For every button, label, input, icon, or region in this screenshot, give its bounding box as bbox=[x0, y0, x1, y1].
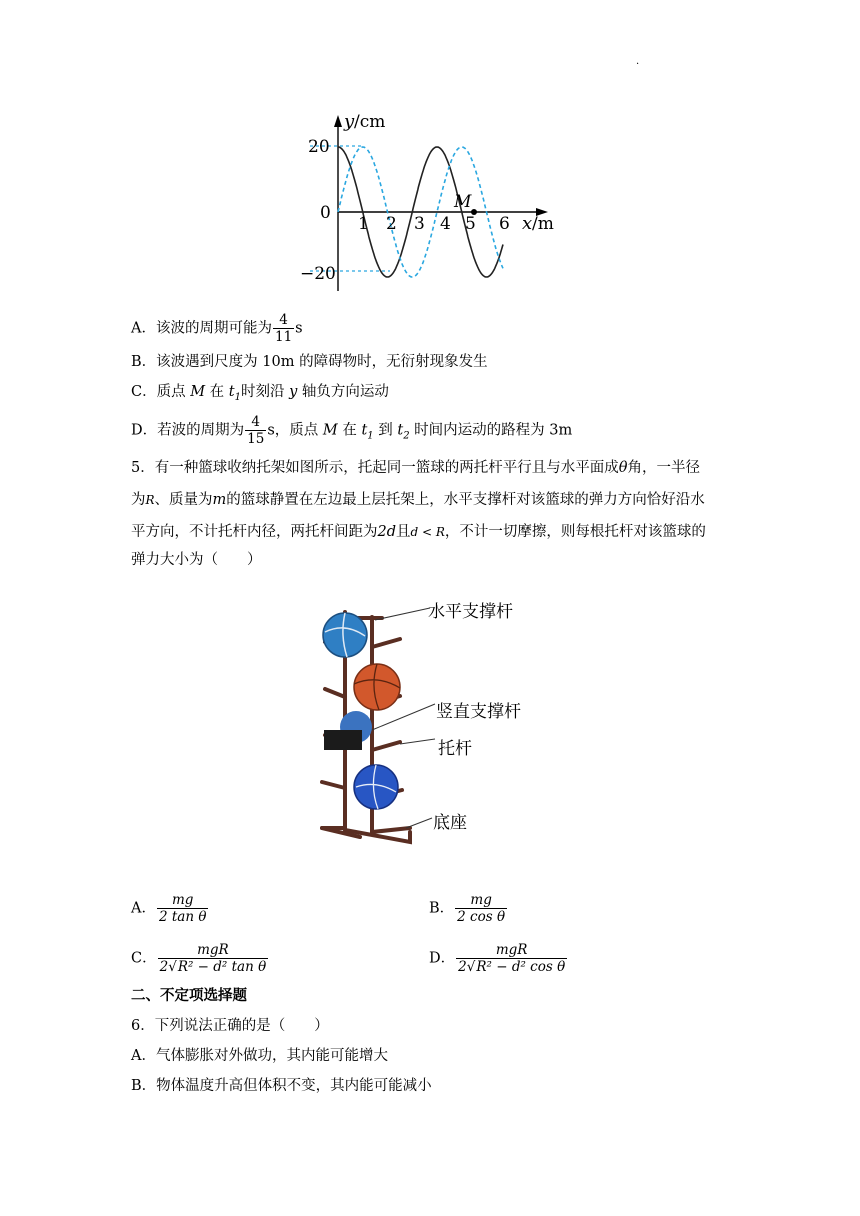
basketball-rack-figure bbox=[300, 592, 550, 854]
y-label-unit: /cm bbox=[354, 112, 386, 132]
q4c-t1: C．质点 bbox=[131, 384, 191, 400]
q4-option-d-fraction bbox=[245, 414, 266, 447]
q4c-t: t bbox=[228, 384, 235, 400]
q4d-t: t bbox=[361, 422, 368, 439]
y-tick-bottom: −20 bbox=[300, 264, 336, 284]
q5-option-a bbox=[131, 892, 209, 925]
q5a-num: mg bbox=[157, 892, 208, 909]
q5-l3b: 且 bbox=[396, 524, 411, 540]
label-support-rod: 托杆 bbox=[438, 739, 472, 759]
leader-line bbox=[400, 739, 435, 744]
q5d-num: mgR bbox=[456, 942, 567, 959]
q5a-fraction bbox=[157, 892, 208, 925]
leader-line bbox=[375, 608, 430, 620]
page-dot: . bbox=[636, 56, 640, 67]
q4d-t2: s，质点 bbox=[267, 422, 323, 439]
section-heading: 二、不定项选择题 bbox=[131, 987, 247, 1004]
label-horizontal-bar: 水平支撑杆 bbox=[428, 602, 513, 622]
q4c-m: M bbox=[190, 384, 206, 400]
y-label-var: y bbox=[344, 111, 355, 132]
q4d-t2v: t bbox=[397, 422, 404, 439]
x-tick-2: 2 bbox=[386, 214, 397, 234]
rack-base-right bbox=[372, 828, 410, 832]
q5d-den: 2√R² − d² cos θ bbox=[458, 959, 566, 975]
q5-option-d bbox=[429, 942, 568, 975]
q5-l2b: 、质量为 bbox=[154, 492, 213, 508]
q5c-den-sqrt: R² − d² bbox=[177, 959, 228, 975]
x-tick-6: 6 bbox=[499, 214, 510, 234]
q4-option-b: B．该波遇到尺度为 10m 的障碍物时，无衍射现象发生 bbox=[131, 354, 488, 370]
label-vertical-bar: 竖直支撑杆 bbox=[436, 702, 521, 722]
x-label-var: x bbox=[522, 213, 533, 234]
q4-option-c bbox=[131, 382, 389, 408]
q5c-label: C． bbox=[131, 950, 157, 967]
point-m-label: M bbox=[454, 192, 472, 212]
q5d-den-pre: 2 bbox=[458, 959, 467, 975]
q6-option-b: B．物体温度升高但体积不变，其内能可能减小 bbox=[131, 1078, 432, 1094]
q4d-den: 15 bbox=[247, 431, 265, 447]
x-tick-1: 1 bbox=[358, 214, 369, 234]
y-tick-zero: 0 bbox=[320, 203, 331, 223]
x-tick-3: 3 bbox=[414, 214, 425, 234]
q5-l2c: 的篮球静置在左边最上层托架上，水平支撑杆对该篮球的弹力方向恰好沿水 bbox=[226, 492, 705, 508]
q4c-y: y bbox=[289, 384, 298, 400]
label-base: 底座 bbox=[433, 813, 467, 833]
q5c-den-pre: 2 bbox=[159, 959, 169, 975]
q5-l1a: 5．有一种篮球收纳托架如图所示，托起同一篮球的两托杆平行且与水平面成 bbox=[131, 460, 619, 476]
q5d-den-post: cos θ bbox=[525, 959, 566, 975]
q5a-den: 2 tan θ bbox=[158, 909, 207, 925]
q5-l3a: 平方向，不计托杆内径，两托杆间距为 bbox=[131, 524, 378, 540]
q5d-fraction bbox=[456, 942, 567, 975]
q4-option-a-den: 11 bbox=[274, 329, 293, 345]
q4-option-a-text: A．该波的周期可能为 bbox=[131, 320, 272, 337]
q4c-t2: 在 bbox=[205, 384, 229, 400]
q4d-s2: 2 bbox=[403, 430, 410, 442]
q4d-t5: 时间内运动的路程为 3m bbox=[409, 422, 573, 439]
q5-option-c bbox=[131, 942, 269, 975]
q4-option-a bbox=[131, 312, 303, 345]
q5-l2a: 为 bbox=[131, 492, 146, 508]
q5c-den-post: tan θ bbox=[227, 959, 267, 975]
q4d-s1: 1 bbox=[367, 430, 374, 442]
rack-arm bbox=[372, 639, 400, 647]
q4-option-a-fraction bbox=[273, 312, 294, 345]
q5-dlt: d < R bbox=[410, 525, 445, 539]
rack-arm bbox=[325, 689, 345, 697]
q5c-fraction bbox=[158, 942, 269, 975]
q4c-t3: 时刻沿 bbox=[241, 384, 290, 400]
q5c-den: 2√R² − d² tan θ bbox=[159, 959, 267, 975]
q5-line-1 bbox=[131, 458, 700, 478]
y-axis-arrow bbox=[334, 115, 342, 127]
q5b-fraction bbox=[455, 892, 507, 925]
y-tick-top: 20 bbox=[308, 137, 330, 157]
x-tick-5: 5 bbox=[465, 214, 476, 234]
rack-black-box bbox=[324, 730, 362, 750]
q4d-num: 4 bbox=[245, 414, 266, 431]
q6-option-a: A．气体膨胀对外做功，其内能可能增大 bbox=[131, 1048, 388, 1064]
rack-arm bbox=[372, 742, 400, 750]
q5-line-3 bbox=[131, 522, 706, 542]
q4d-t3: 在 bbox=[337, 422, 362, 439]
q5c-num: mgR bbox=[158, 942, 269, 959]
q4d-t1: D．若波的周期为 bbox=[131, 422, 245, 439]
q4-option-a-unit: s bbox=[295, 320, 303, 337]
q5-2d: 2d bbox=[377, 524, 397, 540]
q5b-num: mg bbox=[455, 892, 507, 909]
q5-line-4: 弹力大小为（ ） bbox=[131, 552, 262, 568]
x-label-unit: /m bbox=[532, 214, 554, 234]
q4d-m: M bbox=[322, 422, 338, 439]
q5d-den-sqrt: R² − d² bbox=[476, 959, 526, 975]
q5-l3c: ，不计一切摩擦，则每根托杆对该篮球的 bbox=[444, 524, 706, 540]
leader-line bbox=[406, 818, 432, 828]
q5-theta: θ bbox=[618, 460, 628, 476]
q4-option-d bbox=[131, 414, 572, 447]
q6-stem: 6．下列说法正确的是（ ） bbox=[131, 1018, 329, 1034]
x-tick-4: 4 bbox=[440, 214, 451, 234]
q5-option-b bbox=[429, 892, 508, 925]
q5-l1b: 角，一半径 bbox=[627, 460, 700, 476]
q4-option-a-num: 4 bbox=[273, 312, 294, 329]
q4c-t4: 轴负方向运动 bbox=[297, 384, 389, 400]
q5-r: R bbox=[145, 493, 155, 507]
q5b-label: B． bbox=[429, 900, 455, 917]
q4c-sub: 1 bbox=[234, 391, 241, 403]
q4d-t4: 到 bbox=[373, 422, 398, 439]
q5b-den: 2 cos θ bbox=[457, 909, 506, 925]
q5-line-2 bbox=[131, 490, 705, 510]
q5d-label: D． bbox=[429, 950, 456, 967]
q5a-label: A． bbox=[131, 900, 156, 917]
q5-m: m bbox=[212, 492, 227, 508]
wave-graph bbox=[300, 105, 570, 300]
rack-arm bbox=[322, 782, 345, 788]
